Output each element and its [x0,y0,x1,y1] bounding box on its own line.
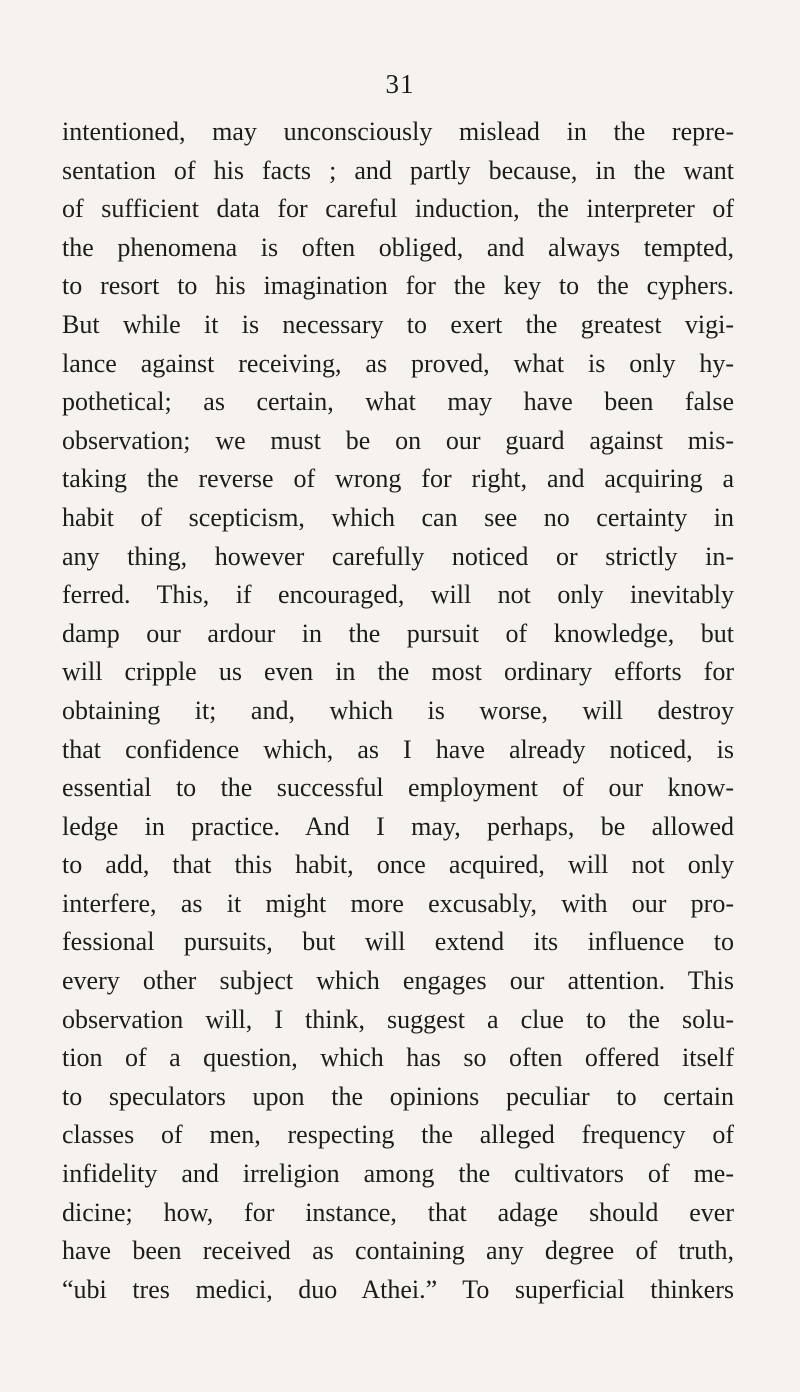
text-line: observation will, I think, suggest a clue to the solu- [62,1004,734,1034]
text-line: to speculators upon the opinions peculiar to certain [62,1081,734,1111]
text-line: ledge in practice. And I may, perhaps, be allowed [62,811,734,841]
text-line: essential to the successful employment of our know- [62,773,734,803]
text-line: But while it is necessary to exert the greatest vigi- [62,309,734,339]
text-line: infidelity and irreligion among the cultivators of me- [62,1159,734,1189]
text-line: the phenomena is often obliged, and always tempted, [62,232,734,262]
text-line: “ubi tres medici, duo Athei.” To superficial thinkers [62,1274,734,1304]
text-line: ferred. This, if encouraged, will not only inevitably [62,580,734,610]
text-line: will cripple us even in the most ordinary efforts for [62,657,734,687]
text-line: damp our ardour in the pursuit of knowledge, but [62,618,734,648]
text-line: to add, that this habit, once acquired, will not only [62,850,734,880]
text-line: fessional pursuits, but will extend its influence to [62,927,734,957]
text-line: lance against receiving, as proved, what is only hy- [62,348,734,378]
text-line: every other subject which engages our attention. This [62,966,734,996]
text-line: to resort to his imagination for the key to the cyphers. [62,271,734,301]
text-line: tion of a question, which has so often offered itself [62,1043,734,1073]
text-line: sentation of his facts ; and partly because, in the want [62,155,734,185]
text-line: interfere, as it might more excusably, with our pro- [62,888,734,918]
text-line: taking the reverse of wrong for right, and acquiring a [62,464,734,494]
page-number: 31 [385,69,415,99]
text-line: any thing, however carefully noticed or strictly in- [62,541,734,571]
text-line: classes of men, respecting the alleged frequency of [62,1120,734,1150]
text-line: intentioned, may unconsciously mislead in the repre- [62,117,734,146]
text-line: dicine; how, for instance, that adage should ever [62,1197,734,1227]
text-line: that confidence which, as I have already noticed, is [62,734,734,764]
text-line: observation; we must be on our guard against mis- [62,425,734,455]
text-line: habit of scepticism, which can see no certainty in [62,502,734,532]
text-line: have been received as containing any degree of truth, [62,1236,734,1266]
text-line: obtaining it; and, which is worse, will destroy [62,695,734,725]
text-line: pothetical; as certain, what may have been false [62,387,734,417]
text-line: of sufficient data for careful induction, the interpreter of [62,194,734,224]
body-text [62,113,734,1309]
